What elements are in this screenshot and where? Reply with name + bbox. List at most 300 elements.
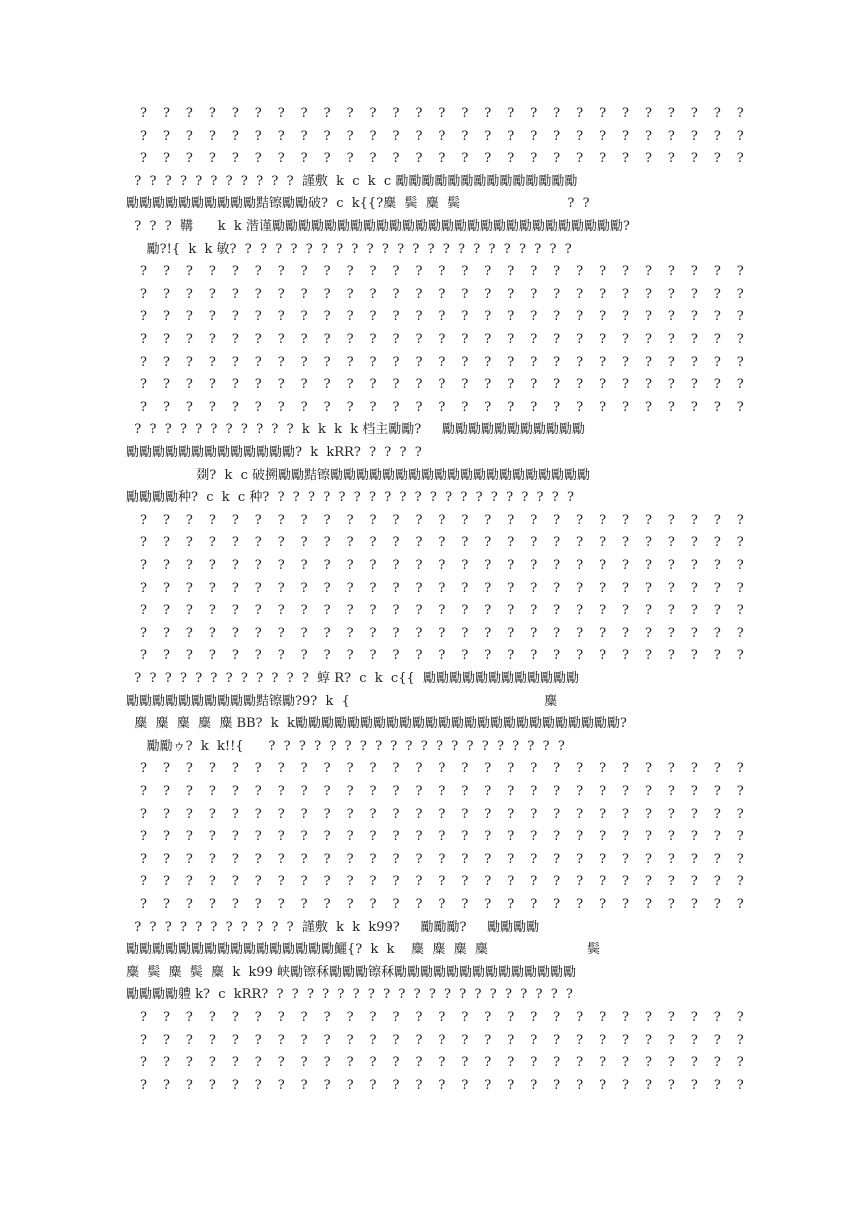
- question-mark-glyph: ?: [736, 332, 744, 347]
- question-mark-glyph: ?: [346, 399, 354, 415]
- question-mark-glyph: ?: [507, 806, 515, 822]
- question-mark-glyph: ?: [576, 784, 584, 799]
- question-mark-glyph: ?: [231, 106, 239, 121]
- text-line: 麋 鬓 麋 鬓 麋 k k99 峡勵镲秝勵勵勵镲秝勵勵勵勵勵勵勵勵勵勵勵勵勵勵: [126, 964, 577, 980]
- text-line: 勵勵勵勵勵勵勵勵勵勵勵勵勵勵勵勵鱺{? k k 麋 麋 麋 麋 鬓: [126, 942, 601, 958]
- question-mark-glyph: ?: [254, 332, 262, 347]
- question-mark-glyph: ?: [622, 874, 629, 890]
- question-mark-glyph: ?: [323, 1032, 331, 1048]
- question-mark-glyph: ?: [140, 309, 147, 325]
- question-mark-glyph: ?: [140, 512, 147, 528]
- question-mark-glyph: ?: [415, 535, 423, 551]
- question-mark-glyph: ?: [530, 1032, 538, 1048]
- question-mark-glyph: ?: [713, 106, 721, 121]
- question-mark-glyph: ?: [323, 128, 331, 144]
- question-mark-glyph: ?: [346, 874, 354, 890]
- question-mark-glyph: ?: [392, 399, 400, 415]
- question-mark-glyph: ?: [231, 603, 239, 619]
- question-mark-glyph: ?: [369, 151, 377, 167]
- question-mark-glyph: ?: [690, 106, 698, 121]
- question-mark-glyph: ?: [713, 558, 721, 573]
- question-mark-glyph: ?: [140, 1032, 147, 1048]
- question-mark-glyph: ?: [254, 558, 262, 573]
- question-mark-glyph: ?: [736, 784, 744, 799]
- text-line: [140, 307, 744, 327]
- question-mark-glyph: ?: [346, 603, 354, 619]
- question-mark-glyph: ?: [323, 1055, 331, 1071]
- question-mark-glyph: ?: [484, 399, 492, 415]
- question-mark-glyph: ?: [644, 354, 652, 370]
- question-mark-glyph: ?: [346, 851, 354, 867]
- question-mark-glyph: ?: [461, 354, 469, 370]
- question-mark-glyph: ?: [461, 874, 469, 890]
- question-mark-glyph: ?: [369, 784, 377, 799]
- question-mark-glyph: ?: [438, 806, 446, 822]
- question-mark-glyph: ?: [713, 648, 721, 664]
- question-mark-glyph: ?: [553, 625, 561, 641]
- question-mark-glyph: ?: [736, 761, 744, 777]
- question-mark-glyph: ?: [622, 1032, 629, 1048]
- question-mark-glyph: ?: [277, 806, 285, 822]
- question-mark-glyph: ?: [599, 377, 607, 393]
- question-mark-glyph: ?: [530, 264, 538, 280]
- question-mark-glyph: ?: [507, 264, 515, 280]
- question-mark-glyph: ?: [346, 761, 354, 777]
- question-mark-glyph: ?: [461, 151, 469, 167]
- question-mark-glyph: ?: [162, 377, 170, 393]
- question-mark-glyph: ?: [300, 332, 308, 347]
- question-mark-glyph: ?: [185, 1055, 193, 1071]
- question-mark-glyph: ?: [140, 580, 147, 596]
- question-mark-glyph: ?: [599, 399, 607, 415]
- question-mark-glyph: ?: [415, 377, 423, 393]
- question-mark-glyph: ?: [553, 264, 561, 280]
- question-mark-glyph: ?: [599, 851, 607, 867]
- question-mark-glyph: ?: [346, 128, 354, 144]
- question-mark-glyph: ?: [622, 264, 629, 280]
- question-mark-glyph: ?: [162, 106, 170, 121]
- question-mark-glyph: ?: [713, 512, 721, 528]
- text-line: ? ? ? ? ? ? ? ? ? ? ? 謹敷 k c k c 勵勵勵勵勵勵勵勵勵勵勵勵勵勵: [126, 173, 578, 189]
- question-mark-glyph: ?: [667, 897, 675, 912]
- question-mark-glyph: ?: [346, 625, 354, 641]
- question-mark-glyph: ?: [553, 806, 561, 822]
- question-mark-glyph: ?: [461, 603, 469, 619]
- question-mark-glyph: ?: [254, 354, 262, 370]
- question-mark-glyph: ?: [346, 354, 354, 370]
- question-mark-glyph: ?: [438, 1032, 446, 1048]
- question-mark-glyph: ?: [300, 603, 308, 619]
- question-mark-glyph: ?: [140, 829, 147, 845]
- question-mark-glyph: ?: [300, 1032, 308, 1048]
- text-line: [140, 262, 744, 282]
- question-mark-glyph: ?: [140, 648, 147, 664]
- question-mark-glyph: ?: [599, 1055, 607, 1071]
- question-mark-glyph: ?: [140, 558, 147, 573]
- question-mark-glyph: ?: [484, 625, 492, 641]
- question-mark-glyph: ?: [553, 874, 561, 890]
- question-mark-glyph: ?: [300, 151, 308, 167]
- question-mark-glyph: ?: [140, 332, 147, 347]
- question-mark-glyph: ?: [484, 648, 492, 664]
- question-mark-glyph: ?: [484, 1077, 492, 1093]
- question-mark-glyph: ?: [369, 106, 377, 121]
- question-mark-glyph: ?: [736, 829, 744, 845]
- text-line: [140, 827, 744, 847]
- question-mark-glyph: ?: [185, 354, 193, 370]
- question-mark-glyph: ?: [484, 512, 492, 528]
- question-mark-glyph: ?: [484, 558, 492, 573]
- question-mark-glyph: ?: [277, 897, 285, 912]
- question-mark-glyph: ?: [736, 309, 744, 325]
- question-mark-glyph: ?: [323, 829, 331, 845]
- question-mark-glyph: ?: [713, 1077, 721, 1093]
- question-mark-glyph: ?: [254, 1010, 262, 1025]
- question-mark-glyph: ?: [576, 535, 584, 551]
- question-mark-glyph: ?: [622, 784, 629, 799]
- question-mark-glyph: ?: [599, 354, 607, 370]
- question-mark-glyph: ?: [162, 309, 170, 325]
- question-mark-glyph: ?: [162, 558, 170, 573]
- question-mark-glyph: ?: [415, 784, 423, 799]
- text-line: [140, 1031, 744, 1051]
- text-line: [140, 624, 744, 644]
- question-mark-glyph: ?: [346, 377, 354, 393]
- text-line: [140, 330, 744, 350]
- question-mark-glyph: ?: [622, 151, 629, 167]
- question-mark-glyph: ?: [231, 332, 239, 347]
- question-mark-glyph: ?: [622, 897, 629, 912]
- question-mark-glyph: ?: [484, 829, 492, 845]
- question-mark-glyph: ?: [185, 1032, 193, 1048]
- question-mark-glyph: ?: [576, 580, 584, 596]
- question-mark-glyph: ?: [690, 264, 698, 280]
- question-mark-glyph: ?: [162, 648, 170, 664]
- question-mark-glyph: ?: [346, 512, 354, 528]
- question-mark-glyph: ?: [622, 309, 629, 325]
- question-mark-glyph: ?: [576, 512, 584, 528]
- question-mark-glyph: ?: [736, 106, 744, 121]
- question-mark-glyph: ?: [346, 784, 354, 799]
- question-mark-glyph: ?: [392, 648, 400, 664]
- question-mark-glyph: ?: [185, 332, 193, 347]
- question-mark-glyph: ?: [644, 829, 652, 845]
- text-line: ? ? ? ? ? ? ? ? ? ? ? ? 蜳 R? c k c{{ 勵勵勵勵勵勵勵勵勵勵勵勵: [126, 671, 580, 686]
- question-mark-glyph: ?: [162, 897, 170, 912]
- question-mark-glyph: ?: [507, 377, 515, 393]
- question-mark-glyph: ?: [323, 897, 331, 912]
- question-mark-glyph: ?: [736, 399, 744, 415]
- question-mark-glyph: ?: [530, 874, 538, 890]
- question-mark-glyph: ?: [300, 128, 308, 144]
- question-mark-glyph: ?: [576, 874, 584, 890]
- question-mark-glyph: ?: [346, 309, 354, 325]
- question-mark-glyph: ?: [392, 264, 400, 280]
- question-mark-glyph: ?: [530, 625, 538, 641]
- question-mark-glyph: ?: [346, 151, 354, 167]
- question-mark-glyph: ?: [392, 874, 400, 890]
- question-mark-glyph: ?: [415, 806, 423, 822]
- question-mark-glyph: ?: [392, 603, 400, 619]
- question-mark-glyph: ?: [162, 1077, 170, 1093]
- text-line: [140, 104, 744, 124]
- question-mark-glyph: ?: [300, 264, 308, 280]
- question-mark-glyph: ?: [277, 354, 285, 370]
- question-mark-glyph: ?: [369, 897, 377, 912]
- question-mark-glyph: ?: [300, 851, 308, 867]
- question-mark-glyph: ?: [713, 399, 721, 415]
- question-mark-glyph: ?: [140, 151, 147, 167]
- question-mark-glyph: ?: [644, 580, 652, 596]
- question-mark-glyph: ?: [254, 874, 262, 890]
- question-mark-glyph: ?: [484, 603, 492, 619]
- question-mark-glyph: ?: [369, 264, 377, 280]
- question-mark-glyph: ?: [461, 535, 469, 551]
- question-mark-glyph: ?: [369, 535, 377, 551]
- question-mark-glyph: ?: [438, 851, 446, 867]
- question-mark-glyph: ?: [300, 286, 308, 302]
- question-mark-glyph: ?: [644, 874, 652, 890]
- question-mark-glyph: ?: [553, 151, 561, 167]
- text-line: [140, 759, 744, 779]
- question-mark-glyph: ?: [277, 558, 285, 573]
- question-mark-glyph: ?: [277, 1032, 285, 1048]
- question-mark-glyph: ?: [231, 354, 239, 370]
- question-mark-glyph: ?: [231, 806, 239, 822]
- question-mark-glyph: ?: [254, 625, 262, 641]
- question-mark-glyph: ?: [553, 784, 561, 799]
- question-mark-glyph: ?: [369, 399, 377, 415]
- question-mark-glyph: ?: [553, 399, 561, 415]
- question-mark-glyph: ?: [690, 128, 698, 144]
- question-mark-glyph: ?: [690, 784, 698, 799]
- question-mark-glyph: ?: [231, 648, 239, 664]
- question-mark-glyph: ?: [484, 128, 492, 144]
- question-mark-glyph: ?: [254, 1032, 262, 1048]
- text-line: [140, 895, 744, 915]
- question-mark-glyph: ?: [277, 106, 285, 121]
- question-mark-glyph: ?: [667, 874, 675, 890]
- question-mark-glyph: ?: [736, 851, 744, 867]
- question-mark-glyph: ?: [461, 897, 469, 912]
- question-mark-glyph: ?: [415, 151, 423, 167]
- question-mark-glyph: ?: [162, 806, 170, 822]
- question-mark-glyph: ?: [553, 1010, 561, 1025]
- question-mark-glyph: ?: [599, 128, 607, 144]
- question-mark-glyph: ?: [461, 399, 469, 415]
- question-mark-glyph: ?: [185, 761, 193, 777]
- question-mark-glyph: ?: [530, 851, 538, 867]
- text-line: [140, 533, 744, 553]
- question-mark-glyph: ?: [713, 1010, 721, 1025]
- question-mark-glyph: ?: [185, 535, 193, 551]
- question-mark-glyph: ?: [461, 264, 469, 280]
- question-mark-glyph: ?: [713, 829, 721, 845]
- question-mark-glyph: ?: [438, 354, 446, 370]
- question-mark-glyph: ?: [162, 784, 170, 799]
- question-mark-glyph: ?: [254, 784, 262, 799]
- question-mark-glyph: ?: [736, 1032, 744, 1048]
- question-mark-glyph: ?: [530, 286, 538, 302]
- question-mark-glyph: ?: [346, 829, 354, 845]
- question-mark-glyph: ?: [736, 603, 744, 619]
- question-mark-glyph: ?: [622, 648, 629, 664]
- question-mark-glyph: ?: [484, 151, 492, 167]
- question-mark-glyph: ?: [690, 151, 698, 167]
- question-mark-glyph: ?: [690, 354, 698, 370]
- question-mark-glyph: ?: [644, 106, 652, 121]
- question-mark-glyph: ?: [369, 625, 377, 641]
- question-mark-glyph: ?: [369, 332, 377, 347]
- question-mark-glyph: ?: [576, 1077, 584, 1093]
- text-line: [140, 375, 744, 395]
- question-mark-glyph: ?: [713, 128, 721, 144]
- question-mark-glyph: ?: [599, 806, 607, 822]
- question-mark-glyph: ?: [576, 851, 584, 867]
- question-mark-glyph: ?: [576, 264, 584, 280]
- question-mark-glyph: ?: [277, 264, 285, 280]
- question-mark-glyph: ?: [530, 512, 538, 528]
- question-mark-glyph: ?: [484, 535, 492, 551]
- text-line: 勵?!{ k k 敏? ? ? ? ? ? ? ? ? ? ? ? ? ? ? ? ? ? ? ? ? ? ?: [126, 241, 572, 257]
- question-mark-glyph: ?: [162, 1055, 170, 1071]
- question-mark-glyph: ?: [140, 851, 147, 867]
- question-mark-glyph: ?: [415, 603, 423, 619]
- question-mark-glyph: ?: [323, 286, 331, 302]
- question-mark-glyph: ?: [438, 264, 446, 280]
- question-mark-glyph: ?: [300, 625, 308, 641]
- question-mark-glyph: ?: [231, 1055, 239, 1071]
- question-mark-glyph: ?: [415, 128, 423, 144]
- question-mark-glyph: ?: [713, 535, 721, 551]
- question-mark-glyph: ?: [392, 1055, 400, 1071]
- question-mark-glyph: ?: [438, 399, 446, 415]
- question-mark-glyph: ?: [599, 286, 607, 302]
- question-mark-glyph: ?: [736, 625, 744, 641]
- question-mark-glyph: ?: [323, 264, 331, 280]
- question-mark-glyph: ?: [461, 309, 469, 325]
- question-mark-glyph: ?: [277, 332, 285, 347]
- text-line: [140, 398, 744, 418]
- question-mark-glyph: ?: [553, 1055, 561, 1071]
- question-mark-glyph: ?: [576, 309, 584, 325]
- question-mark-glyph: ?: [667, 106, 675, 121]
- question-mark-glyph: ?: [507, 1055, 515, 1071]
- question-mark-glyph: ?: [530, 128, 538, 144]
- question-mark-glyph: ?: [208, 648, 216, 664]
- question-mark-glyph: ?: [140, 354, 147, 370]
- question-mark-glyph: ?: [208, 806, 216, 822]
- question-mark-glyph: ?: [644, 603, 652, 619]
- question-mark-glyph: ?: [644, 332, 652, 347]
- question-mark-glyph: ?: [690, 377, 698, 393]
- question-mark-glyph: ?: [690, 309, 698, 325]
- question-mark-glyph: ?: [553, 354, 561, 370]
- question-mark-glyph: ?: [690, 580, 698, 596]
- question-mark-glyph: ?: [667, 286, 675, 302]
- question-mark-glyph: ?: [622, 535, 629, 551]
- question-mark-glyph: ?: [277, 286, 285, 302]
- question-mark-glyph: ?: [530, 535, 538, 551]
- question-mark-glyph: ?: [484, 1010, 492, 1025]
- question-mark-glyph: ?: [599, 829, 607, 845]
- question-mark-glyph: ?: [392, 580, 400, 596]
- text-line: [140, 1076, 744, 1096]
- question-mark-glyph: ?: [667, 648, 675, 664]
- question-mark-glyph: ?: [231, 377, 239, 393]
- question-mark-glyph: ?: [576, 399, 584, 415]
- question-mark-glyph: ?: [392, 784, 400, 799]
- question-mark-glyph: ?: [415, 897, 423, 912]
- question-mark-glyph: ?: [553, 897, 561, 912]
- question-mark-glyph: ?: [392, 1010, 400, 1025]
- question-mark-glyph: ?: [208, 603, 216, 619]
- question-mark-glyph: ?: [369, 806, 377, 822]
- question-mark-glyph: ?: [185, 377, 193, 393]
- question-mark-glyph: ?: [667, 1032, 675, 1048]
- question-mark-glyph: ?: [576, 377, 584, 393]
- question-mark-glyph: ?: [231, 399, 239, 415]
- text-line: [140, 850, 744, 870]
- question-mark-glyph: ?: [667, 377, 675, 393]
- question-mark-glyph: ?: [277, 761, 285, 777]
- question-mark-glyph: ?: [599, 106, 607, 121]
- question-mark-glyph: ?: [599, 1077, 607, 1093]
- question-mark-glyph: ?: [300, 829, 308, 845]
- question-mark-glyph: ?: [438, 377, 446, 393]
- question-mark-glyph: ?: [461, 1010, 469, 1025]
- question-mark-glyph: ?: [507, 354, 515, 370]
- question-mark-glyph: ?: [254, 897, 262, 912]
- question-mark-glyph: ?: [553, 761, 561, 777]
- question-mark-glyph: ?: [392, 151, 400, 167]
- question-mark-glyph: ?: [438, 309, 446, 325]
- question-mark-glyph: ?: [231, 1010, 239, 1025]
- question-mark-glyph: ?: [323, 625, 331, 641]
- question-mark-glyph: ?: [644, 512, 652, 528]
- question-mark-glyph: ?: [162, 761, 170, 777]
- question-mark-glyph: ?: [415, 354, 423, 370]
- question-mark-glyph: ?: [254, 286, 262, 302]
- question-mark-glyph: ?: [690, 625, 698, 641]
- question-mark-glyph: ?: [530, 151, 538, 167]
- question-mark-glyph: ?: [185, 558, 193, 573]
- question-mark-glyph: ?: [667, 851, 675, 867]
- question-mark-glyph: ?: [622, 512, 629, 528]
- question-mark-glyph: ?: [162, 332, 170, 347]
- question-mark-glyph: ?: [438, 128, 446, 144]
- question-mark-glyph: ?: [667, 625, 675, 641]
- text-line: [140, 579, 744, 599]
- question-mark-glyph: ?: [277, 874, 285, 890]
- question-mark-glyph: ?: [599, 151, 607, 167]
- question-mark-glyph: ?: [484, 784, 492, 799]
- question-mark-glyph: ?: [140, 784, 147, 799]
- question-mark-glyph: ?: [300, 1077, 308, 1093]
- question-mark-glyph: ?: [507, 1032, 515, 1048]
- text-line: [140, 1008, 744, 1028]
- question-mark-glyph: ?: [622, 603, 629, 619]
- question-mark-glyph: ?: [415, 286, 423, 302]
- question-mark-glyph: ?: [300, 761, 308, 777]
- question-mark-glyph: ?: [140, 106, 147, 121]
- text-line: [140, 601, 744, 621]
- question-mark-glyph: ?: [599, 580, 607, 596]
- question-mark-glyph: ?: [622, 558, 629, 573]
- question-mark-glyph: ?: [690, 1055, 698, 1071]
- question-mark-glyph: ?: [530, 1010, 538, 1025]
- question-mark-glyph: ?: [644, 806, 652, 822]
